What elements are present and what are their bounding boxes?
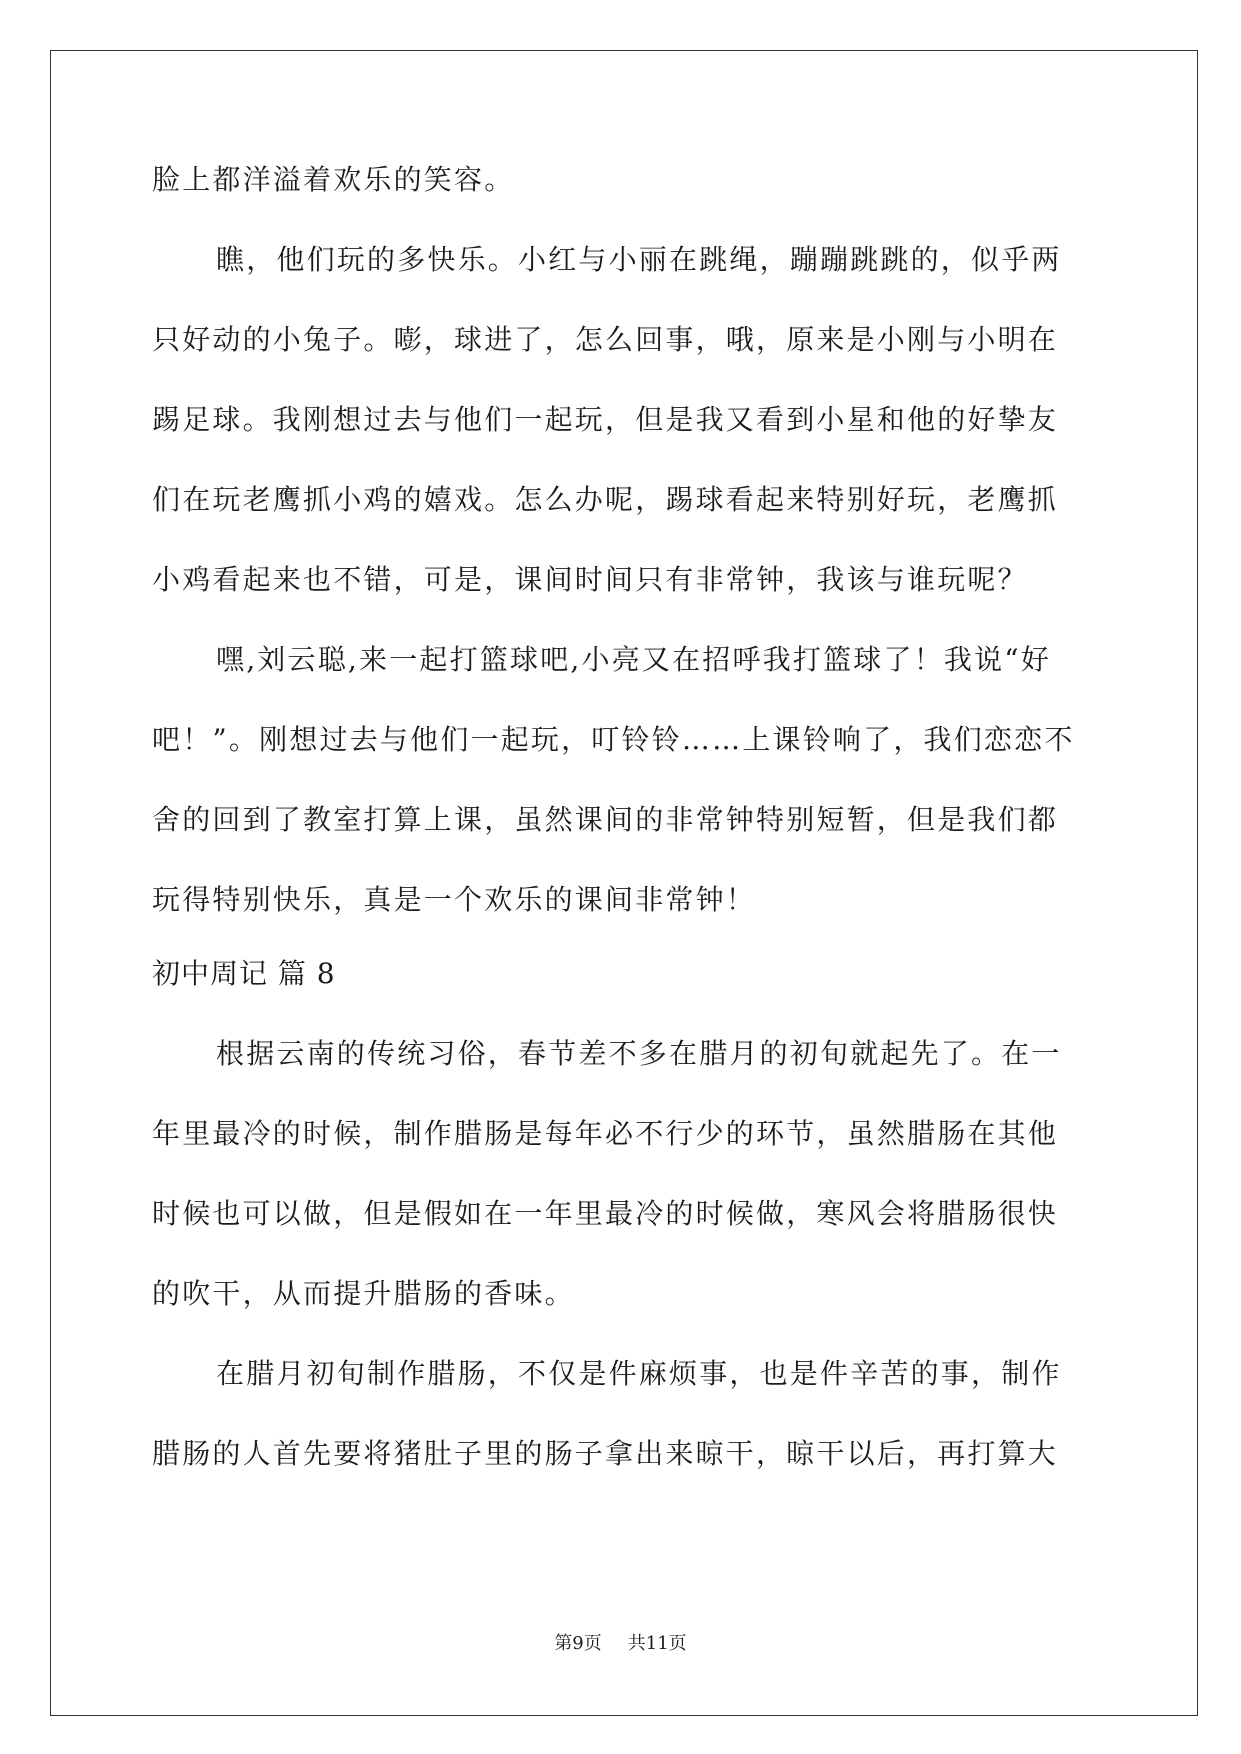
paragraph-start-line: 在腊月初旬制作腊肠，不仅是件麻烦事，也是件辛苦的事，制作 [216,1357,1062,1390]
text-line: 腊肠的人首先要将猪肚子里的肠子拿出来晾干，晾干以后，再打算大 [152,1437,1059,1470]
text-line: 脸上都洋溢着欢乐的笑容。 [152,163,515,196]
text-line: 小鸡看起来也不错，可是，课间时间只有非常钟，我该与谁玩呢？ [152,563,1028,596]
text-line: 们在玩老鹰抓小鸡的嬉戏。怎么办呢，踢球看起来特别好玩，老鹰抓 [152,483,1059,516]
page-number-current: 第9页 [554,1633,602,1654]
text-line: 只好动的小兔子。嘭，球进了，怎么回事，哦，原来是小刚与小明在 [152,323,1059,356]
section-heading: 初中周记 篇 8 [152,957,336,990]
text-line: 年里最冷的时候，制作腊肠是每年必不行少的环节，虽然腊肠在其他 [152,1117,1059,1150]
page-number-total: 共11页 [627,1633,687,1654]
text-line: 时候也可以做，但是假如在一年里最冷的时候做，寒风会将腊肠很快 [152,1197,1059,1230]
text-line: 舍的回到了教室打算上课，虽然课间的非常钟特别短暂，但是我们都 [152,803,1059,836]
text-line: 踢足球。我刚想过去与他们一起玩，但是我又看到小星和他的好挚友 [152,403,1059,436]
text-line: 的吹干，从而提升腊肠的香味。 [152,1277,575,1310]
paragraph-start-line: 嘿,刘云聪,来一起打篮球吧,小亮又在招呼我打篮球了！我说“好 [216,643,1052,676]
paragraph-start-line: 根据云南的传统习俗，春节差不多在腊月的初旬就起先了。在一 [216,1037,1062,1070]
page-footer [0,1632,1241,1656]
text-line: 吧！”。刚想过去与他们一起玩，叮铃铃……上课铃响了，我们恋恋不 [152,723,1075,756]
paragraph-start-line: 瞧，他们玩的多快乐。小红与小丽在跳绳，蹦蹦跳跳的，似乎两 [216,243,1062,276]
text-line: 玩得特别快乐，真是一个欢乐的课间非常钟！ [152,883,757,916]
